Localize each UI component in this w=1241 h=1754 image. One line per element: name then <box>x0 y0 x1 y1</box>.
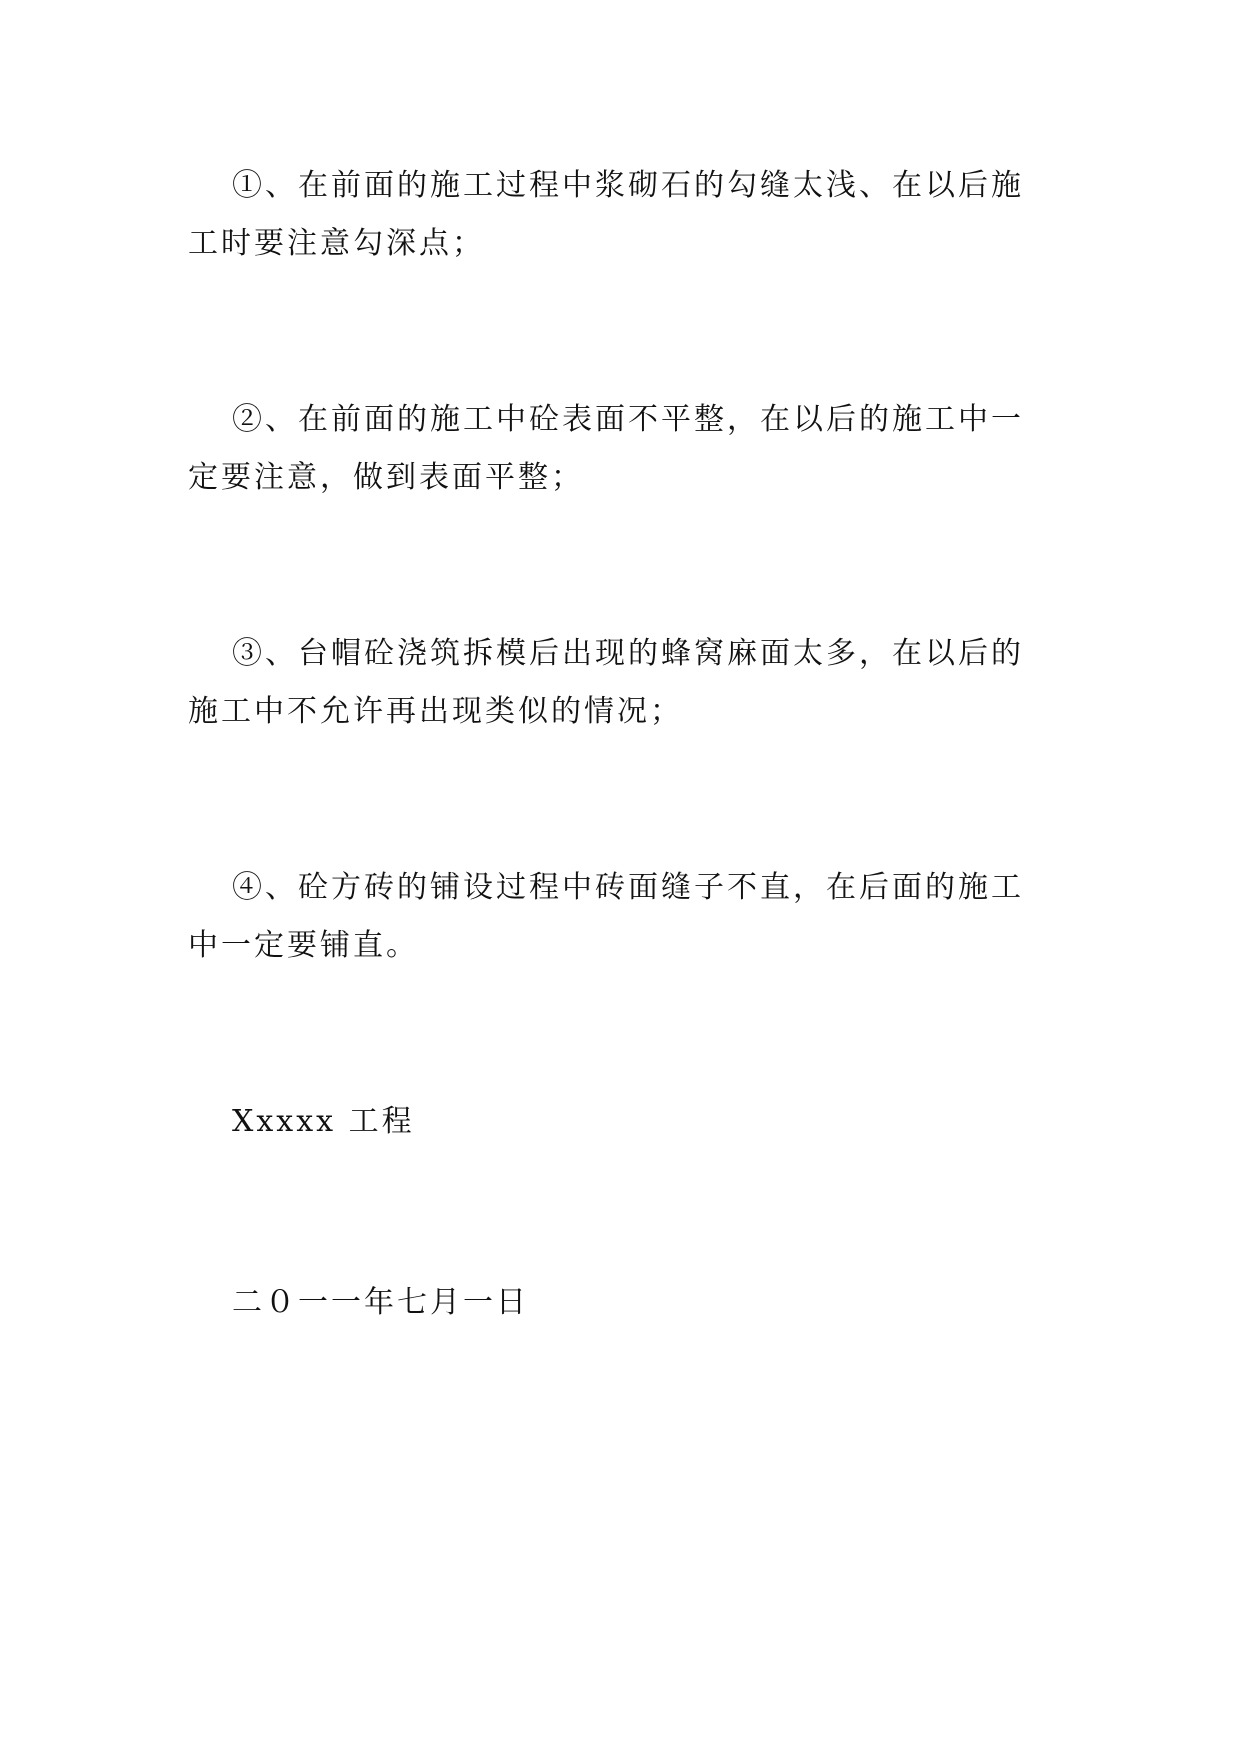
paragraph-item-1: ①、在前面的施工过程中浆砌石的勾缝太浅、在以后施工时要注意勾深点； <box>188 168 1024 261</box>
paragraph-item-4: ④、砼方砖的铺设过程中砖面缝子不直，在后面的施工中一定要铺直。 <box>188 870 1024 963</box>
signature-line: Xxxxx 工程 <box>232 1104 415 1139</box>
paragraph-item-3: ③、台帽砼浇筑拆模后出现的蜂窝麻面太多，在以后的施工中不允许再出现类似的情况； <box>188 636 1024 729</box>
paragraph-item-2: ②、在前面的施工中砼表面不平整，在以后的施工中一定要注意，做到表面平整； <box>188 402 1024 495</box>
date-line: 二０一一年七月一日 <box>232 1285 529 1320</box>
